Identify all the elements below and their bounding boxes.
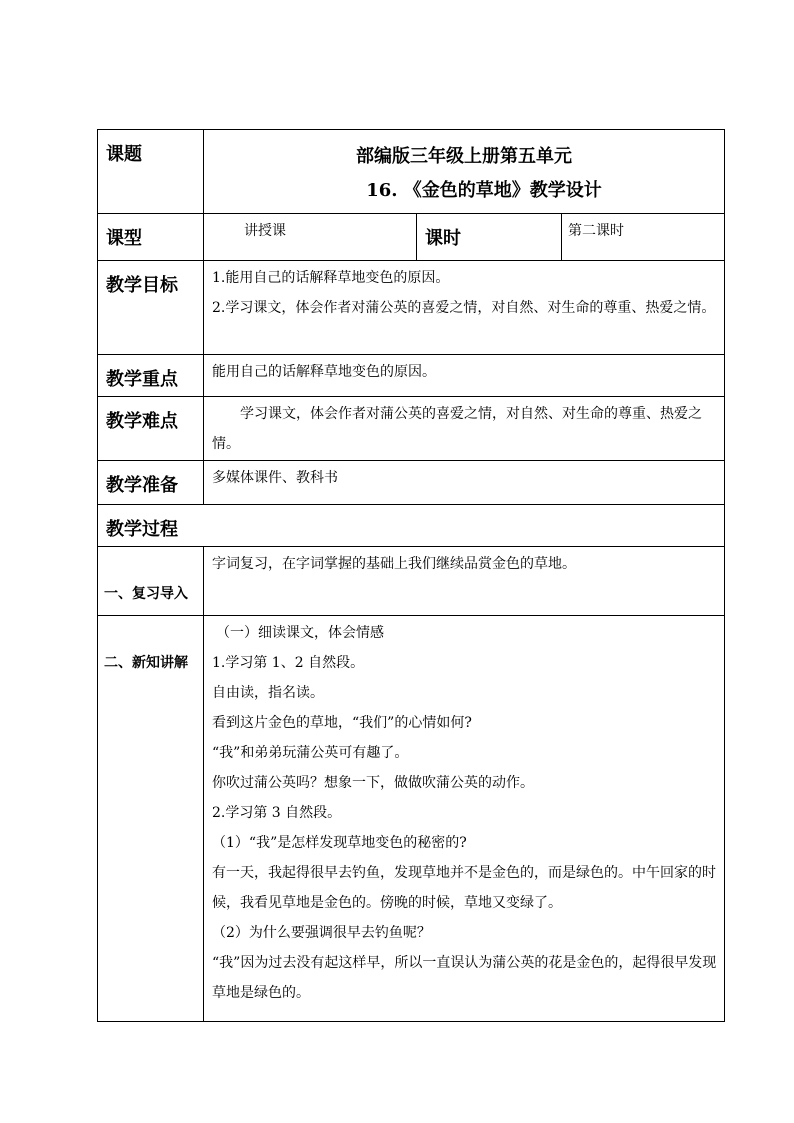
period-label: 课时 <box>417 214 562 261</box>
step-2-answer-1: 有一天，我起得很早去钓鱼，发现草地并不是金色的，而是绿色的。中午回家的时候，我看见草地是金色的。傍晚的时候，草地又变绿了。 <box>212 865 716 911</box>
title-line-1: 部编版三年级上册第五单元 <box>356 146 573 167</box>
type-value: 讲授课 <box>204 214 417 261</box>
process-label: 教学过程 <box>98 505 725 547</box>
section1-row <box>98 547 725 616</box>
section1-label: 一、复习导入 <box>98 547 204 616</box>
goal-item-1: 1.能用自己的话解释草地变色的原因。 <box>212 270 450 286</box>
step-1-line-3: “我”和弟弟玩蒲公英可有趣了。 <box>212 745 409 761</box>
step-1-line-2: 看到这片金色的草地，“我们”的心情如何? <box>212 715 472 731</box>
goal-item-2: 2.学习课文，体会作者对蒲公英的喜爱之情，对自然、对生命的尊重、热爱之情。 <box>212 300 716 316</box>
preparation-label: 教学准备 <box>98 461 204 505</box>
step-2-question-1: （1）“我”是怎样发现草地变色的秘密的? <box>212 835 467 851</box>
preparation-text: 多媒体课件、教科书 <box>204 461 725 505</box>
step-1-line-1: 自由读，指名读。 <box>212 685 324 701</box>
step-1-heading: 1.学习第 1、2 自然段。 <box>212 655 365 671</box>
period-value: 第二课时 <box>562 214 725 261</box>
goals-label: 教学目标 <box>98 261 204 355</box>
title-cell <box>204 130 725 214</box>
lesson-plan-table <box>97 129 725 1022</box>
title-row <box>98 130 725 214</box>
subsection-heading: （一）细读课文，体会情感 <box>216 625 384 641</box>
type-row <box>98 214 725 261</box>
step-2-answer-2: “我”因为过去没有起这样早，所以一直误认为蒲公英的花是金色的，起得很早发现草地是绿色的。 <box>212 955 717 1001</box>
step-1-line-4: 你吹过蒲公英吗？想象一下，做做吹蒲公英的动作。 <box>212 775 534 791</box>
section2-content <box>204 616 725 1022</box>
difficulties-text: 学习课文，体会作者对蒲公英的喜爱之情，对自然、对生命的尊重、热爱之情。 <box>204 397 725 461</box>
step-2-heading: 2.学习第 3 自然段。 <box>212 805 342 821</box>
key-points-label: 教学重点 <box>98 355 204 397</box>
title-line-2: 16. 《金色的草地》教学设计 <box>366 180 602 201</box>
step-2-question-2: （2）为什么要强调很早去钓鱼呢？ <box>212 925 431 941</box>
section2-label: 二、新知讲解 <box>98 616 204 1022</box>
goals-content <box>204 261 725 355</box>
key-points-row <box>98 355 725 397</box>
goals-row <box>98 261 725 355</box>
preparation-row <box>98 461 725 505</box>
difficulties-label: 教学难点 <box>98 397 204 461</box>
type-label: 课型 <box>98 214 204 261</box>
key-points-text: 能用自己的话解释草地变色的原因。 <box>204 355 725 397</box>
section1-text: 字词复习，在字词掌握的基础上我们继续品赏金色的草地。 <box>204 547 725 616</box>
process-row <box>98 505 725 547</box>
difficulties-row <box>98 397 725 461</box>
subject-label: 课题 <box>98 130 204 214</box>
section2-row <box>98 616 725 1022</box>
